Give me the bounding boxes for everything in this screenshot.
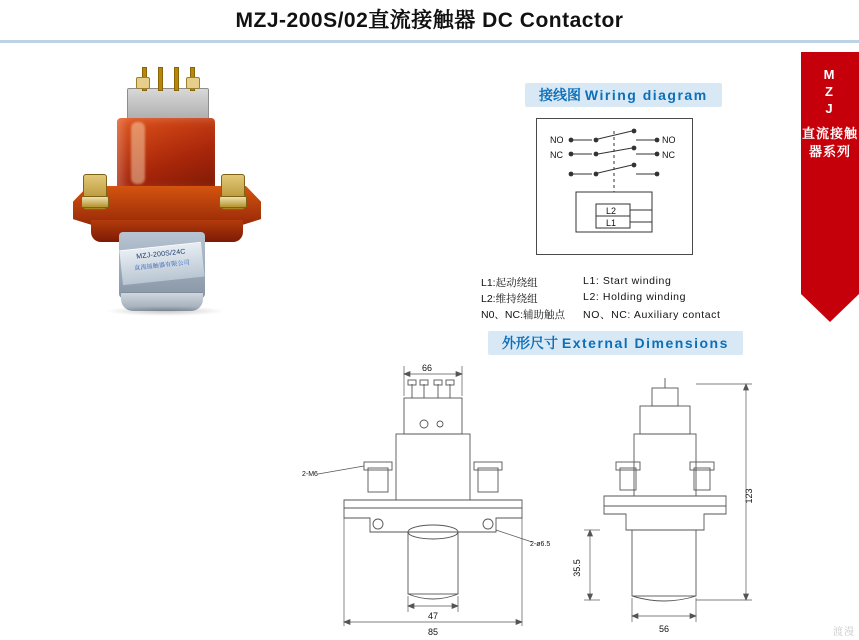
- dim-side-width: 56: [658, 624, 670, 634]
- photo-housing-highlight: [131, 122, 145, 184]
- section-heading-dimensions: [488, 331, 743, 355]
- legend-en-l1: L1: Start winding: [583, 275, 672, 287]
- section-heading-wiring-en: Wiring diagram: [584, 87, 708, 103]
- title-divider: [0, 40, 859, 43]
- wiring-label-nc-right: NC: [662, 150, 675, 160]
- photo-pin-2: [158, 67, 163, 91]
- wiring-label-l2: L2: [606, 206, 617, 216]
- front-view-dimension-lines: [318, 366, 532, 626]
- dim-front-hole-bottom-note: 2-ø6.5: [530, 541, 551, 548]
- photo-drop-shadow: [105, 306, 225, 316]
- legend-en-aux: NO、NC: Auxiliary contact: [583, 309, 721, 321]
- photo-nut-right: [219, 196, 247, 208]
- section-heading-dimensions-cn: 外形尺寸: [502, 335, 558, 351]
- dim-front-hole-top-note: 2-M6: [302, 471, 318, 478]
- photo-pin-3: [174, 67, 179, 91]
- front-view: [344, 380, 522, 599]
- wiring-label-no-left: NO: [550, 135, 564, 145]
- product-photo: [35, 70, 295, 340]
- watermark: 渡漫: [833, 627, 855, 638]
- side-view: [604, 378, 726, 601]
- series-banner: [801, 52, 859, 294]
- dim-front-inner-width: 47: [427, 611, 439, 621]
- wiring-legend: [481, 275, 721, 323]
- legend-cn-aux: N0、NC:辅助触点: [481, 309, 566, 321]
- section-heading-wiring-cn: 接线图: [539, 87, 581, 103]
- dim-side-height: 123: [744, 488, 754, 504]
- dim-front-overall-width: 85: [427, 627, 439, 635]
- series-banner-letter-j: J: [825, 101, 835, 116]
- photo-nut-left: [81, 196, 109, 208]
- series-banner-text: [801, 66, 859, 161]
- dimension-drawings: [300, 360, 770, 635]
- legend-cn-l2: L2:维持绕组: [481, 293, 538, 305]
- legend-row: [481, 307, 721, 323]
- side-view-dimension-lines: [584, 384, 752, 622]
- series-banner-letter-z: Z: [825, 84, 835, 99]
- page-title: MZJ-200S/02直流接触器 DC Contactor: [235, 9, 624, 32]
- dim-front-top-width: 66: [421, 363, 433, 373]
- wiring-label-no-right: NO: [662, 135, 676, 145]
- series-banner-letter-m: M: [823, 67, 837, 82]
- dim-side-lower-height: 35.5: [572, 559, 582, 577]
- photo-label-maker: 直流接触器有限公司: [134, 260, 191, 272]
- legend-row: [481, 275, 721, 291]
- legend-row: [481, 291, 721, 307]
- wiring-label-l1: L1: [606, 218, 617, 228]
- photo-screw-1: [136, 77, 150, 89]
- photo-screw-2: [186, 77, 200, 89]
- section-heading-wiring: [525, 83, 722, 107]
- section-heading-dimensions-en: External Dimensions: [561, 335, 729, 351]
- legend-cn-l1: L1:起动绕组: [481, 277, 538, 289]
- legend-en-l2: L2: Holding winding: [583, 291, 687, 303]
- photo-label-model: MZJ-200S/24C: [136, 248, 186, 261]
- series-banner-cn: 直流接触器系列: [801, 126, 858, 159]
- wiring-diagram-svg: [536, 118, 691, 253]
- wiring-label-nc-left: NC: [550, 150, 563, 160]
